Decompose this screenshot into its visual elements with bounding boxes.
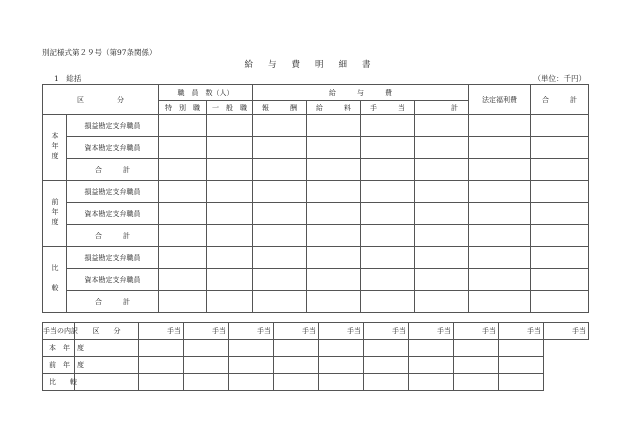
allowance-type-header: 手当 [409, 323, 454, 340]
value-cell [531, 181, 589, 203]
value-cell [319, 340, 364, 357]
value-cell [253, 291, 307, 313]
allowance-type-header: 手当 [184, 323, 229, 340]
row-label: 本 年 度 [43, 340, 75, 357]
value-cell [469, 291, 531, 313]
row-label: 資本勘定支弁職員 [67, 269, 159, 291]
value-cell [274, 374, 319, 391]
allowance-type-header: 手当 [274, 323, 319, 340]
pay-header: 給 料 [307, 101, 361, 115]
summary-row [43, 203, 589, 225]
value-cell [364, 340, 409, 357]
value-cell [469, 115, 531, 137]
value-cell [415, 203, 469, 225]
value-cell [159, 159, 207, 181]
value-cell [75, 374, 139, 391]
value-cell [531, 115, 589, 137]
row-label: 資本勘定支弁職員 [67, 137, 159, 159]
value-cell [307, 247, 361, 269]
value-cell [415, 247, 469, 269]
row-label: 比 較 [43, 374, 75, 391]
special-staff-header: 特 別 職 [159, 101, 207, 115]
value-cell [307, 159, 361, 181]
allowance-category-header: 区 分 [75, 323, 139, 340]
summary-row [43, 137, 589, 159]
value-cell [364, 374, 409, 391]
allowance-group-label: 手当の内訳 [43, 323, 75, 340]
summary-row [43, 181, 589, 203]
value-cell [253, 181, 307, 203]
value-cell [499, 340, 544, 357]
value-cell [361, 159, 415, 181]
period-label-text: 本年度 [51, 131, 59, 162]
section-heading: 1 総括 [54, 74, 82, 83]
value-cell [469, 225, 531, 247]
value-cell [75, 340, 139, 357]
general-staff-header: 一 般 職 [207, 101, 253, 115]
row-label: 合 計 [67, 225, 159, 247]
value-cell [319, 357, 364, 374]
value-cell [159, 225, 207, 247]
value-cell [159, 115, 207, 137]
value-cell [415, 291, 469, 313]
period-label [43, 247, 67, 313]
value-cell [207, 225, 253, 247]
value-cell [253, 247, 307, 269]
value-cell [469, 269, 531, 291]
value-cell [409, 374, 454, 391]
summary-row [43, 115, 589, 137]
value-cell [229, 357, 274, 374]
value-cell [469, 137, 531, 159]
allowance-header: 手 当 [361, 101, 415, 115]
value-cell [415, 115, 469, 137]
value-cell [184, 374, 229, 391]
value-cell [253, 115, 307, 137]
row-label: 合 計 [67, 291, 159, 313]
row-label: 損益勘定支弁職員 [67, 115, 159, 137]
allowance-row [43, 374, 589, 391]
value-cell [307, 137, 361, 159]
value-cell [159, 203, 207, 225]
value-cell [139, 357, 184, 374]
value-cell [531, 225, 589, 247]
value-cell [184, 357, 229, 374]
value-cell [454, 340, 499, 357]
value-cell [253, 159, 307, 181]
value-cell [469, 203, 531, 225]
value-cell [364, 357, 409, 374]
value-cell [307, 203, 361, 225]
value-cell [184, 340, 229, 357]
value-cell [531, 291, 589, 313]
summary-row [43, 269, 589, 291]
allowance-row [43, 357, 589, 374]
allowance-row [43, 340, 589, 357]
value-cell [139, 374, 184, 391]
allowance-type-header: 手当 [544, 323, 589, 340]
value-cell [499, 374, 544, 391]
value-cell [531, 137, 589, 159]
value-cell [531, 159, 589, 181]
row-label: 合 計 [67, 159, 159, 181]
value-cell [207, 159, 253, 181]
value-cell [274, 357, 319, 374]
value-cell [499, 357, 544, 374]
value-cell [229, 340, 274, 357]
allowance-type-header: 手当 [319, 323, 364, 340]
allowance-type-header: 手当 [499, 323, 544, 340]
value-cell [253, 269, 307, 291]
value-cell [207, 137, 253, 159]
value-cell [415, 137, 469, 159]
summary-row [43, 247, 589, 269]
value-cell [361, 181, 415, 203]
value-cell [531, 269, 589, 291]
salary-cost-header: 給 与 費 [253, 85, 469, 101]
value-cell [531, 247, 589, 269]
value-cell [469, 181, 531, 203]
summary-row [43, 159, 589, 181]
total-header: 合 計 [531, 85, 589, 115]
value-cell [415, 269, 469, 291]
value-cell [307, 269, 361, 291]
row-label: 損益勘定支弁職員 [67, 247, 159, 269]
value-cell [207, 247, 253, 269]
value-cell [139, 340, 184, 357]
unit-label: （単位：千円） [533, 74, 586, 83]
allowance-breakdown-table [42, 322, 589, 391]
value-cell [361, 137, 415, 159]
row-label: 損益勘定支弁職員 [67, 181, 159, 203]
value-cell [207, 115, 253, 137]
value-cell [159, 181, 207, 203]
value-cell [409, 340, 454, 357]
value-cell [361, 115, 415, 137]
allowance-type-header: 手当 [364, 323, 409, 340]
row-label: 前 年 度 [43, 357, 75, 374]
subtotal-header: 計 [415, 101, 469, 115]
value-cell [361, 225, 415, 247]
value-cell [469, 247, 531, 269]
value-cell [469, 159, 531, 181]
value-cell [307, 181, 361, 203]
value-cell [307, 225, 361, 247]
allowance-type-header: 手当 [454, 323, 499, 340]
allowance-type-header: 手当 [139, 323, 184, 340]
value-cell [319, 374, 364, 391]
value-cell [229, 374, 274, 391]
value-cell [75, 357, 139, 374]
value-cell [531, 203, 589, 225]
value-cell [454, 357, 499, 374]
summary-row [43, 225, 589, 247]
period-label-text: 前年度 [51, 197, 59, 228]
value-cell [361, 203, 415, 225]
staff-count-header: 職 員 数（人） [159, 85, 253, 101]
value-cell [415, 181, 469, 203]
summary-table [42, 84, 589, 313]
value-cell [274, 340, 319, 357]
value-cell [415, 225, 469, 247]
value-cell [207, 181, 253, 203]
value-cell [361, 247, 415, 269]
value-cell [409, 357, 454, 374]
value-cell [454, 374, 499, 391]
value-cell [207, 291, 253, 313]
document-title: 給与費明細書 [244, 60, 386, 70]
welfare-header: 法定福利費 [469, 85, 531, 115]
value-cell [159, 247, 207, 269]
summary-row [43, 291, 589, 313]
value-cell [253, 203, 307, 225]
value-cell [159, 269, 207, 291]
value-cell [159, 137, 207, 159]
allowance-type-header: 手当 [229, 323, 274, 340]
value-cell [207, 203, 253, 225]
value-cell [253, 225, 307, 247]
form-number-label: 別記様式第２９号（第97条関係） [42, 48, 157, 57]
period-label-text: 比 較 [51, 263, 59, 294]
value-cell [207, 269, 253, 291]
value-cell [159, 291, 207, 313]
value-cell [361, 269, 415, 291]
category-header: 区 分 [43, 85, 159, 115]
value-cell [361, 291, 415, 313]
value-cell [415, 159, 469, 181]
period-label [43, 181, 67, 247]
value-cell [307, 115, 361, 137]
value-cell [307, 291, 361, 313]
remuneration-header: 報 酬 [253, 101, 307, 115]
period-label [43, 115, 67, 181]
value-cell [253, 137, 307, 159]
row-label: 資本勘定支弁職員 [67, 203, 159, 225]
